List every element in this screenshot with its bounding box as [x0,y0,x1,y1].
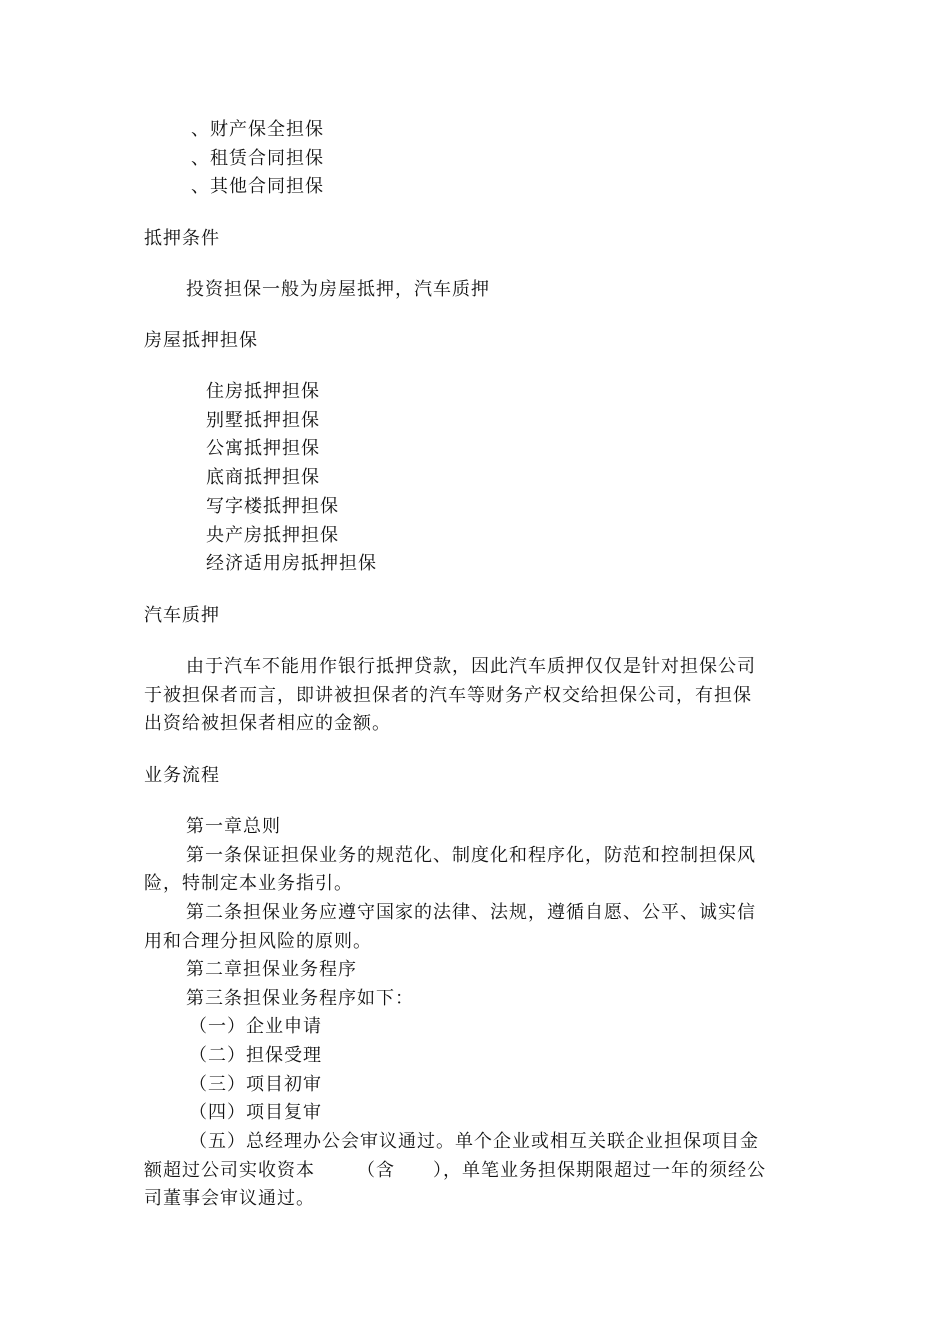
chapter-title: 第一章总则 [186,816,281,837]
section-heading-house: 房屋抵押担保 [144,330,258,351]
section-heading-mortgage: 抵押条件 [144,228,220,249]
list-item: 经济适用房抵押担保 [206,553,377,574]
chapter-title: 第二章担保业务程序 [186,959,357,980]
list-item: 住房抵押担保 [206,381,320,402]
list-item: 、租赁合同担保 [191,148,324,169]
step-item: （二）担保受理 [189,1045,322,1066]
step5-text-c: ），单笔业务担保期限超过一年的须经公 [433,1160,766,1181]
list-item: 写字楼抵押担保 [206,496,339,517]
article-line: 用和合理分担风险的原则。 [144,931,372,952]
list-item: 、财产保全担保 [191,119,324,140]
article-line: 第一条保证担保业务的规范化、制度化和程序化，防范和控制担保风 [186,845,756,866]
car-paragraph-line: 于被担保者而言，即讲被担保者的汽车等财务产权交给担保公司，有担保 [144,685,752,706]
step-item: （四）项目复审 [189,1102,322,1123]
section-heading-car: 汽车质押 [144,605,220,626]
list-item: 别墅抵押担保 [206,410,320,431]
section-heading-process: 业务流程 [144,765,220,786]
mortgage-text: 投资担保一般为房屋抵押，汽车质押 [186,279,490,300]
step-item: （五）总经理办公会审议通过。单个企业或相互关联企业担保项目金 [189,1131,759,1152]
step-continuation-line: 司董事会审议通过。 [144,1188,315,1209]
list-item: 底商抵押担保 [206,467,320,488]
list-item: 公寓抵押担保 [206,438,320,459]
article-line: 险，特制定本业务指引。 [144,873,353,894]
article-line: 第三条担保业务程序如下： [186,988,414,1009]
step-item: （三）项目初审 [189,1074,322,1095]
step-continuation-line [144,1157,766,1185]
step-item: （一）企业申请 [189,1016,322,1037]
car-paragraph-line: 由于汽车不能用作银行抵押贷款，因此汽车质押仅仅是针对担保公司 [186,656,756,677]
list-item: 、其他合同担保 [191,176,324,197]
step5-text-a: 额超过公司实收资本 [144,1160,315,1181]
step5-text-b: （含 [357,1160,395,1181]
car-paragraph-line: 出资给被担保者相应的金额。 [144,713,391,734]
list-item: 央产房抵押担保 [206,525,339,546]
article-line: 第二条担保业务应遵守国家的法律、法规，遵循自愿、公平、诚实信 [186,902,756,923]
